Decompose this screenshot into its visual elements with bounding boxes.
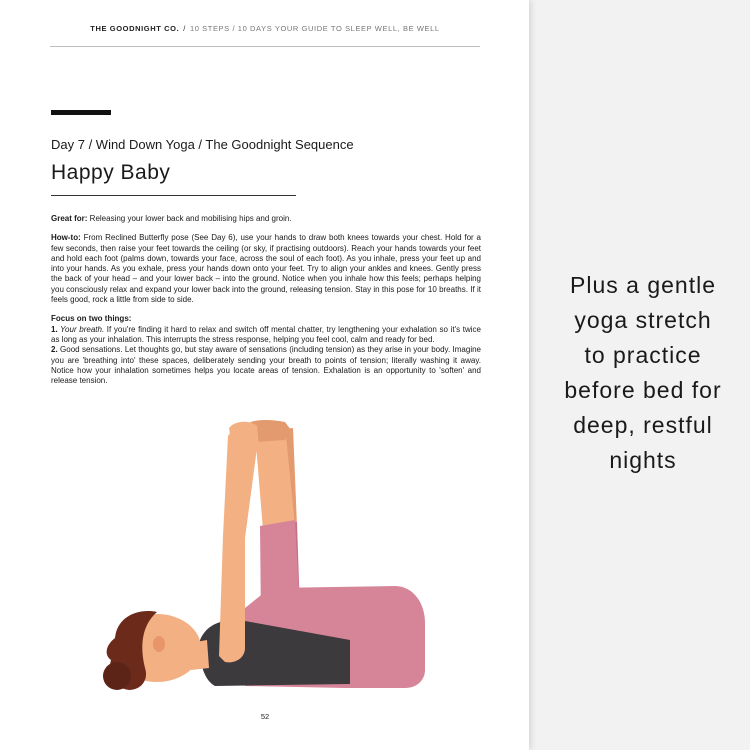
caption-line: Plus a gentle [570,272,716,298]
header-rule [50,46,480,47]
hair-bun [103,662,131,690]
great-for-text: Releasing your lower back and mobilising hips and groin. [87,214,292,223]
happy-baby-pose-illustration [95,418,435,693]
great-for-label: Great for: [51,214,88,223]
focus-item-text: If you're finding it hard to relax and switch off mental chatter, try lengthening your exhalation so it's twice as long as your inhalation. This interrupts the stress response, helping you feel cool, calm and ready for bed. [51,324,481,344]
header-subtitle: 10 STEPS / 10 DAYS YOUR GUIDE TO SLEEP WELL, BE WELL [189,24,440,33]
focus-label: Focus on two things: [51,314,132,324]
body-text [51,214,481,386]
day-line: Day 7 / Wind Down Yoga / The Goodnight Sequence [51,137,354,152]
focus-item-2 [51,345,481,386]
promo-caption [536,268,750,478]
great-for-paragraph [51,214,481,224]
focus-item-number: 2. [51,345,58,355]
title-rule [51,195,296,196]
ear [153,636,165,652]
focus-item-1 [51,325,481,346]
how-to-paragraph [51,233,481,305]
pose-title: Happy Baby [51,161,171,184]
caption-line: yoga stretch [574,307,712,333]
focus-heading [51,314,481,324]
caption-line: nights [609,447,677,473]
header-separator: / [183,24,186,33]
front-leg-thigh [260,520,300,623]
focus-item-number: 1. [51,324,58,334]
header-brand: THE GOODNIGHT CO. [90,24,180,33]
running-header [50,24,480,33]
focus-item-text: Good sensations. Let thoughts go, but stay aware of sensations (including tension) as they arise in your body. Imagine you are 'breathing into' these spaces, deliberately sending your breath to points of tension; literally washing it away. Notice how your inhalation sometimes helps you locate areas of tension. Exhalation is an opportunity to 'soften' and release tension. [51,345,481,386]
how-to-text: From Reclined Butterfly pose (See Day 6), use your hands to draw both knees towards your chest. Hold for a few seconds, then raise your feet towards the ceiling (or sky, if practising outdoors). Reach your hands towards your feet and hold each foot (palms down, towards your face, across the soul of each foot). As you inhale, press your feet up and into your hands. As you exhale, press your hands down onto your feet. Try to align your ankles and knees. Gently press the back of your head – and your lower back – into the ground. Notice when you inhale how this feels; perhaps helping you consciously relax and expand your lower back into the ground, releasing tension. Stay in this pose for 10 breaths. If it feels good, rock a little from side to side. [51,233,481,305]
caption-line: before bed for [564,377,722,403]
how-to-label: How-to: [51,233,81,243]
focus-item-lead: Your breath. [57,324,105,334]
caption-line: deep, restful [573,412,713,438]
caption-line: to practice [584,342,702,368]
accent-bar [51,110,111,115]
page-number: 52 [260,712,270,721]
